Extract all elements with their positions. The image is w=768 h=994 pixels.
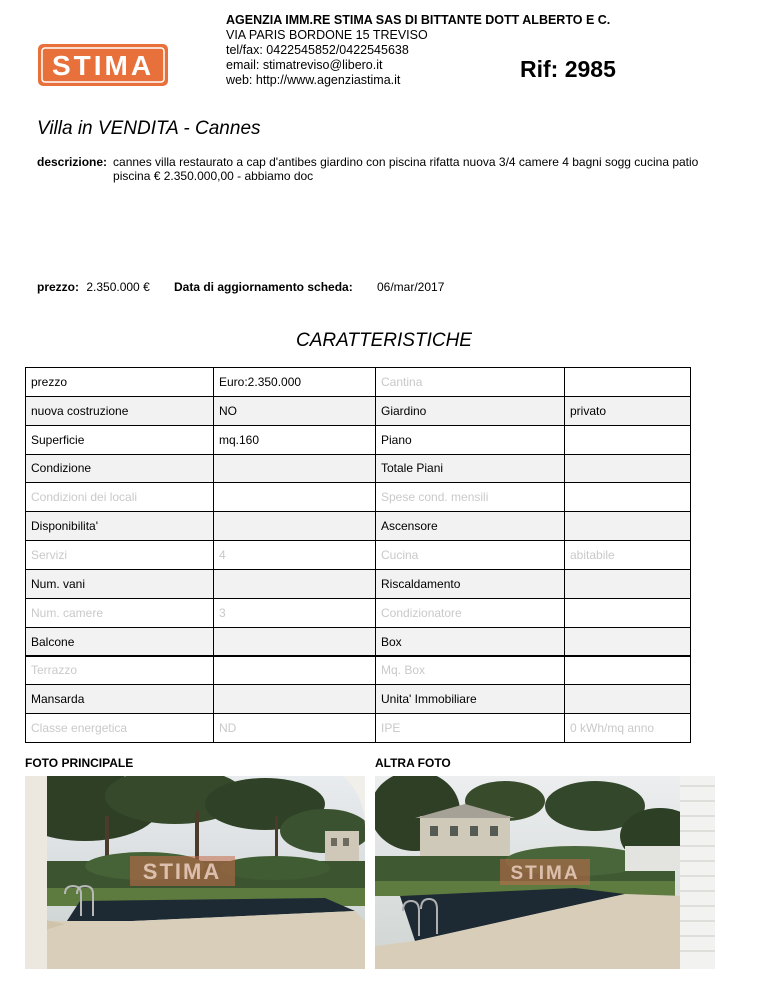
- feature-value-8-right: [564, 569, 691, 599]
- main-photo-label: FOTO PRINCIPALE: [25, 756, 134, 770]
- feature-label-8-left: Num. vani: [25, 569, 214, 599]
- feature-label-4-right: Totale Piani: [375, 454, 565, 484]
- description: [37, 155, 737, 183]
- feature-value-11-left: [213, 656, 376, 686]
- feature-value-7-right: abitabile: [564, 540, 691, 570]
- features-table: [25, 367, 690, 742]
- feature-value-7-left: 4: [213, 540, 376, 570]
- feature-label-5-left: Condizioni dei locali: [25, 482, 214, 512]
- feature-label-7-left: Servizi: [25, 540, 214, 570]
- feature-label-6-left: Disponibilita': [25, 511, 214, 541]
- feature-label-1-left: prezzo: [25, 367, 214, 397]
- feature-label-11-right: Mq. Box: [375, 656, 565, 686]
- feature-label-9-right: Condizionatore: [375, 598, 565, 628]
- feature-label-5-right: Spese cond. mensili: [375, 482, 565, 512]
- feature-label-10-left: Balcone: [25, 627, 214, 657]
- agency-address: VIA PARIS BORDONE 15 TREVISO: [226, 28, 428, 42]
- feature-value-13-right: 0 kWh/mq anno: [564, 713, 691, 743]
- feature-value-11-right: [564, 656, 691, 686]
- feature-value-2-right: privato: [564, 396, 691, 426]
- other-photo-image: [375, 776, 715, 969]
- feature-label-11-left: Terrazzo: [25, 656, 214, 686]
- feature-value-1-right: [564, 367, 691, 397]
- listing-title: Villa in VENDITA - Cannes: [37, 118, 261, 139]
- feature-value-13-left: ND: [213, 713, 376, 743]
- feature-label-6-right: Ascensore: [375, 511, 565, 541]
- feature-value-10-right: [564, 627, 691, 657]
- feature-label-13-right: IPE: [375, 713, 565, 743]
- description-label: descrizione:: [37, 155, 108, 169]
- feature-label-3-left: Superficie: [25, 425, 214, 455]
- feature-value-4-right: [564, 454, 691, 484]
- feature-value-9-left: 3: [213, 598, 376, 628]
- feature-label-1-right: Cantina: [375, 367, 565, 397]
- feature-label-7-right: Cucina: [375, 540, 565, 570]
- feature-value-9-right: [564, 598, 691, 628]
- price-label: prezzo:: [37, 280, 79, 294]
- feature-value-6-left: [213, 511, 376, 541]
- feature-value-5-left: [213, 482, 376, 512]
- feature-value-1-left: Euro:2.350.000: [213, 367, 376, 397]
- feature-value-8-left: [213, 569, 376, 599]
- description-text: cannes villa restaurato a cap d'antibes giardino con piscina rifatta nuova 3/4 camere 4 bagni sogg cucina patio piscina € 2.350.000,00 - abbiamo doc: [113, 155, 699, 183]
- agency-web[interactable]: web: http://www.agenziastima.it: [226, 73, 401, 87]
- feature-value-5-right: [564, 482, 691, 512]
- feature-label-9-left: Num. camere: [25, 598, 214, 628]
- feature-value-12-left: [213, 684, 376, 714]
- main-photo-watermark: STIMA: [142, 859, 222, 884]
- feature-label-12-right: Unita' Immobiliare: [375, 684, 565, 714]
- feature-value-6-right: [564, 511, 691, 541]
- feature-label-3-right: Piano: [375, 425, 565, 455]
- agency-name: AGENZIA IMM.RE STIMA SAS DI BITTANTE DOTT ALBERTO E C.: [226, 13, 611, 27]
- other-photo-watermark: STIMA: [510, 863, 580, 884]
- price-summary: [37, 280, 150, 294]
- feature-label-2-right: Giardino: [375, 396, 565, 426]
- main-photo-image: [25, 776, 365, 969]
- price-value: 2.350.000 €: [86, 280, 150, 294]
- agency-phone: tel/fax: 0422545852/0422545638: [226, 43, 409, 57]
- feature-value-10-left: [213, 627, 376, 657]
- feature-value-3-right: [564, 425, 691, 455]
- update-value: 06/mar/2017: [377, 280, 445, 294]
- agency-email[interactable]: email: stimatreviso@libero.it: [226, 58, 383, 72]
- logo-text: STIMA: [51, 50, 155, 81]
- feature-label-10-right: Box: [375, 627, 565, 657]
- main-photo[interactable]: [25, 776, 365, 969]
- feature-label-4-left: Condizione: [25, 454, 214, 484]
- section-title: CARATTERISTICHE: [296, 330, 472, 351]
- agency-logo: [37, 43, 169, 87]
- other-photo-label: ALTRA FOTO: [375, 756, 451, 770]
- update-label: Data di aggiornamento scheda:: [174, 280, 353, 294]
- other-photo[interactable]: [375, 776, 715, 969]
- feature-label-12-left: Mansarda: [25, 684, 214, 714]
- feature-label-13-left: Classe energetica: [25, 713, 214, 743]
- feature-value-2-left: NO: [213, 396, 376, 426]
- feature-label-2-left: nuova costruzione: [25, 396, 214, 426]
- feature-value-12-right: [564, 684, 691, 714]
- reference-number: Rif: 2985: [520, 56, 616, 82]
- feature-value-4-left: [213, 454, 376, 484]
- feature-value-3-left: mq.160: [213, 425, 376, 455]
- feature-label-8-right: Riscaldamento: [375, 569, 565, 599]
